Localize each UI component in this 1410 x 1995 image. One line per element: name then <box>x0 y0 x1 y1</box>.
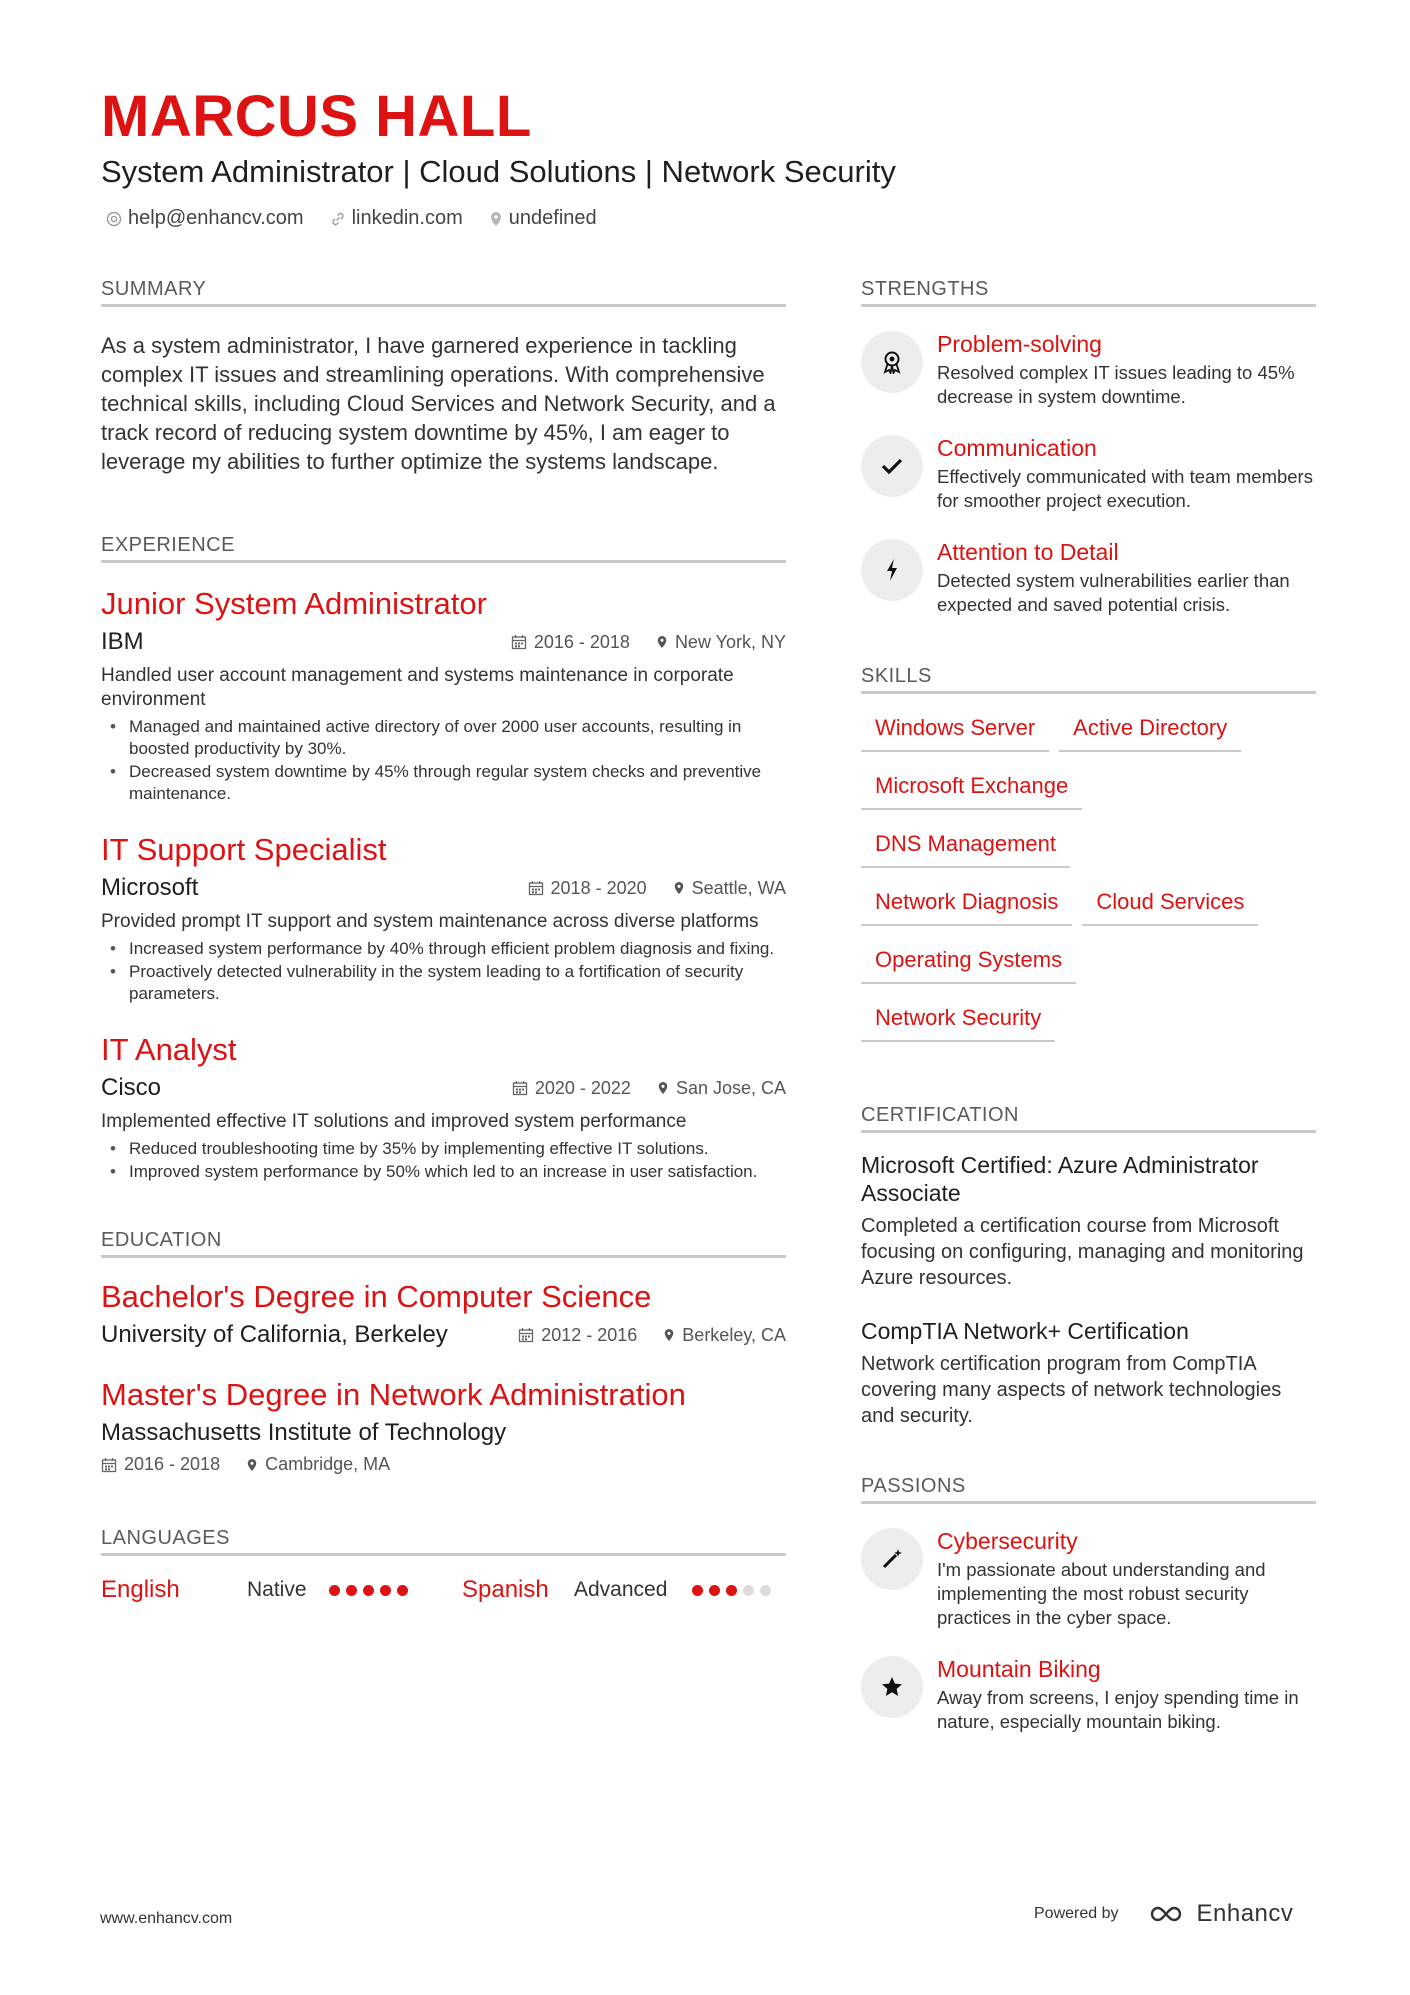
certification-item <box>861 1151 1316 1291</box>
rating-dot-empty <box>743 1585 754 1596</box>
passions-heading: PASSIONS <box>861 1473 1316 1504</box>
job-bullet: • Increased system performance by 40% through efficient problem diagnosis and fixing. <box>101 938 786 960</box>
strength-text: Effectively communicated with team members for smoother project execution. <box>937 466 1313 511</box>
bolt-icon <box>861 539 923 601</box>
degree-title: Master's Degree in Network Administration <box>101 1377 686 1412</box>
language-level: Native <box>247 1578 307 1601</box>
summary-section <box>101 276 786 476</box>
footer-website[interactable]: www.enhancv.com <box>100 1910 233 1927</box>
strength-text: Detected system vulnerabilities earlier than expected and saved potential crisis. <box>937 570 1290 615</box>
left-column <box>101 276 786 1604</box>
rating-dot-filled <box>692 1585 703 1596</box>
language-name: English <box>101 1576 180 1603</box>
certification-item <box>861 1317 1316 1429</box>
languages-row <box>101 1576 786 1604</box>
education-dates: 2016 - 2018 <box>101 1454 220 1475</box>
skills-list <box>861 708 1316 1056</box>
job-location: San Jose, CA <box>657 1078 786 1099</box>
skill-tag: Microsoft Exchange <box>861 766 1082 810</box>
job-title: Junior System Administrator <box>101 586 487 621</box>
job-bullet: • Reduced troubleshooting time by 35% by implementing effective IT solutions. <box>101 1138 786 1160</box>
rating-dot-filled <box>726 1585 737 1596</box>
company-name: IBM <box>101 628 144 655</box>
strength-item <box>861 433 1316 513</box>
school-name: Massachusetts Institute of Technology <box>101 1419 507 1446</box>
school-name: University of California, Berkeley <box>101 1321 448 1348</box>
job-bullet: • Improved system performance by 50% which led to an increase in user satisfaction. <box>101 1161 786 1183</box>
language-name: Spanish <box>462 1576 549 1603</box>
company-name: Cisco <box>101 1074 162 1101</box>
magic-wand-icon <box>861 1528 923 1590</box>
checkmark-icon <box>861 435 923 497</box>
education-location: Berkeley, CA <box>663 1325 786 1346</box>
passion-title: Cybersecurity <box>937 1528 1078 1554</box>
location-pin-icon <box>663 1327 675 1343</box>
summary-heading: SUMMARY <box>101 276 786 307</box>
certification-title: CompTIA Network+ Certification <box>861 1318 1189 1344</box>
brand-name: Enhancv <box>1196 1900 1294 1927</box>
contact-bar <box>106 207 623 230</box>
summary-text: As a system administrator, I have garnered experience in tackling complex IT issues and streamlining operations. With comprehensive technical skills, including Cloud Services and Network Security, and a track record of reducing system downtime by 45%, I am eager to leverage my abilities to further optimize the systems landscape. <box>101 333 776 474</box>
location-pin-icon <box>246 1457 258 1473</box>
location-pin-icon <box>489 211 503 227</box>
location-text: undefined <box>508 207 597 229</box>
link-icon <box>330 211 346 227</box>
languages-section <box>101 1525 786 1604</box>
degree-title: Bachelor's Degree in Computer Science <box>101 1279 652 1314</box>
strength-item <box>861 329 1316 409</box>
contact-email[interactable] <box>106 207 304 230</box>
passion-text: Away from screens, I enjoy spending time in nature, especially mountain biking. <box>937 1687 1299 1732</box>
experience-heading: EXPERIENCE <box>101 532 786 563</box>
certification-section <box>861 1102 1316 1429</box>
job-bullet: • Decreased system downtime by 45% through regular system checks and preventive maintenance. <box>101 761 786 805</box>
right-column <box>861 276 1316 1734</box>
rating-dot-filled <box>329 1585 340 1596</box>
enhancv-logo-icon <box>1145 1902 1193 1926</box>
strengths-heading: STRENGTHS <box>861 276 1316 307</box>
job-location: Seattle, WA <box>673 878 786 899</box>
education-section <box>101 1227 786 1475</box>
passion-title: Mountain Biking <box>937 1656 1101 1682</box>
job-bullet: • Managed and maintained active directory of over 2000 user accounts, resulting in boosted productivity by 30%. <box>101 716 786 760</box>
education-location: Cambridge, MA <box>246 1454 390 1475</box>
language-rating-0 <box>329 1585 414 1596</box>
linkedin-text: linkedin.com <box>351 207 463 229</box>
experience-section <box>101 532 786 1183</box>
strengths-section <box>861 276 1316 617</box>
education-entry <box>101 1278 786 1350</box>
job-dates: 2018 - 2020 <box>528 878 647 899</box>
skill-tag: Cloud Services <box>1082 882 1258 926</box>
skill-tag: Active Directory <box>1059 708 1241 752</box>
certification-text: Completed a certification course from Microsoft focusing on configuring, managing and monitoring Azure resources. <box>861 1215 1304 1289</box>
at-icon <box>106 211 122 227</box>
calendar-icon <box>101 1457 117 1473</box>
certification-heading: CERTIFICATION <box>861 1102 1316 1133</box>
rating-dot-filled <box>346 1585 357 1596</box>
job-bullet: • Proactively detected vulnerability in the system leading to a fortification of security parameters. <box>101 961 786 1005</box>
skills-heading: SKILLS <box>861 663 1316 694</box>
location-pin-icon <box>656 634 668 650</box>
passion-item <box>861 1526 1316 1630</box>
contact-linkedin[interactable] <box>330 207 463 230</box>
calendar-icon <box>518 1327 534 1343</box>
job-bullets <box>101 716 786 805</box>
job-description: Provided prompt IT support and system maintenance across diverse platforms <box>101 911 759 932</box>
location-pin-icon <box>657 1080 669 1096</box>
skill-tag: Windows Server <box>861 708 1049 752</box>
education-dates: 2012 - 2016 <box>518 1325 637 1346</box>
rating-dot-filled <box>363 1585 374 1596</box>
passion-item <box>861 1654 1316 1734</box>
languages-heading: LANGUAGES <box>101 1525 786 1556</box>
strength-text: Resolved complex IT issues leading to 45% decrease in system downtime. <box>937 362 1295 407</box>
job-entry <box>101 585 786 805</box>
calendar-icon <box>528 880 544 896</box>
calendar-icon <box>511 634 527 650</box>
skill-tag: Network Diagnosis <box>861 882 1072 926</box>
education-heading: EDUCATION <box>101 1227 786 1258</box>
email-text: help@enhancv.com <box>128 207 304 229</box>
job-entry <box>101 1031 786 1183</box>
candidate-title: System Administrator | Cloud Solutions | Network Security <box>101 154 896 189</box>
job-description: Handled user account management and systems maintenance in corporate environment <box>101 665 734 710</box>
location-pin-icon <box>673 880 685 896</box>
job-entry <box>101 831 786 1005</box>
passion-text: I'm passionate about understanding and implementing the most robust security practices in the cyber space. <box>937 1559 1266 1628</box>
rating-dot-filled <box>397 1585 408 1596</box>
strength-title: Problem-solving <box>937 331 1102 357</box>
company-name: Microsoft <box>101 874 199 901</box>
rating-dot-filled <box>709 1585 720 1596</box>
job-dates: 2020 - 2022 <box>512 1078 631 1099</box>
rating-dot-empty <box>760 1585 771 1596</box>
job-bullets <box>101 938 786 1005</box>
footer-branding <box>1034 1900 1293 1928</box>
skills-section <box>861 663 1316 1056</box>
strength-title: Attention to Detail <box>937 539 1119 565</box>
candidate-name: MARCUS HALL <box>101 84 532 149</box>
job-description: Implemented effective IT solutions and improved system performance <box>101 1111 687 1132</box>
award-icon <box>861 331 923 393</box>
certification-text: Network certification program from CompTIA covering many aspects of network technologies and security. <box>861 1353 1282 1427</box>
job-location: New York, NY <box>656 632 786 653</box>
contact-location <box>489 207 597 230</box>
language-rating-1 <box>692 1585 777 1596</box>
strength-title: Communication <box>937 435 1097 461</box>
certification-title: Microsoft Certified: Azure Administrator Associate <box>861 1152 1259 1206</box>
job-bullets <box>101 1138 786 1183</box>
passions-section <box>861 1473 1316 1734</box>
strength-item <box>861 537 1316 617</box>
skill-tag: DNS Management <box>861 824 1070 868</box>
job-title: IT Analyst <box>101 1032 237 1067</box>
job-title: IT Support Specialist <box>101 832 387 867</box>
job-dates: 2016 - 2018 <box>511 632 630 653</box>
calendar-icon <box>512 1080 528 1096</box>
rating-dot-filled <box>380 1585 391 1596</box>
powered-by-label: Powered by <box>1034 1905 1119 1922</box>
language-level: Advanced <box>574 1578 668 1601</box>
skill-tag: Operating Systems <box>861 940 1076 984</box>
star-icon <box>861 1656 923 1718</box>
education-entry <box>101 1376 786 1475</box>
skill-tag: Network Security <box>861 998 1055 1042</box>
